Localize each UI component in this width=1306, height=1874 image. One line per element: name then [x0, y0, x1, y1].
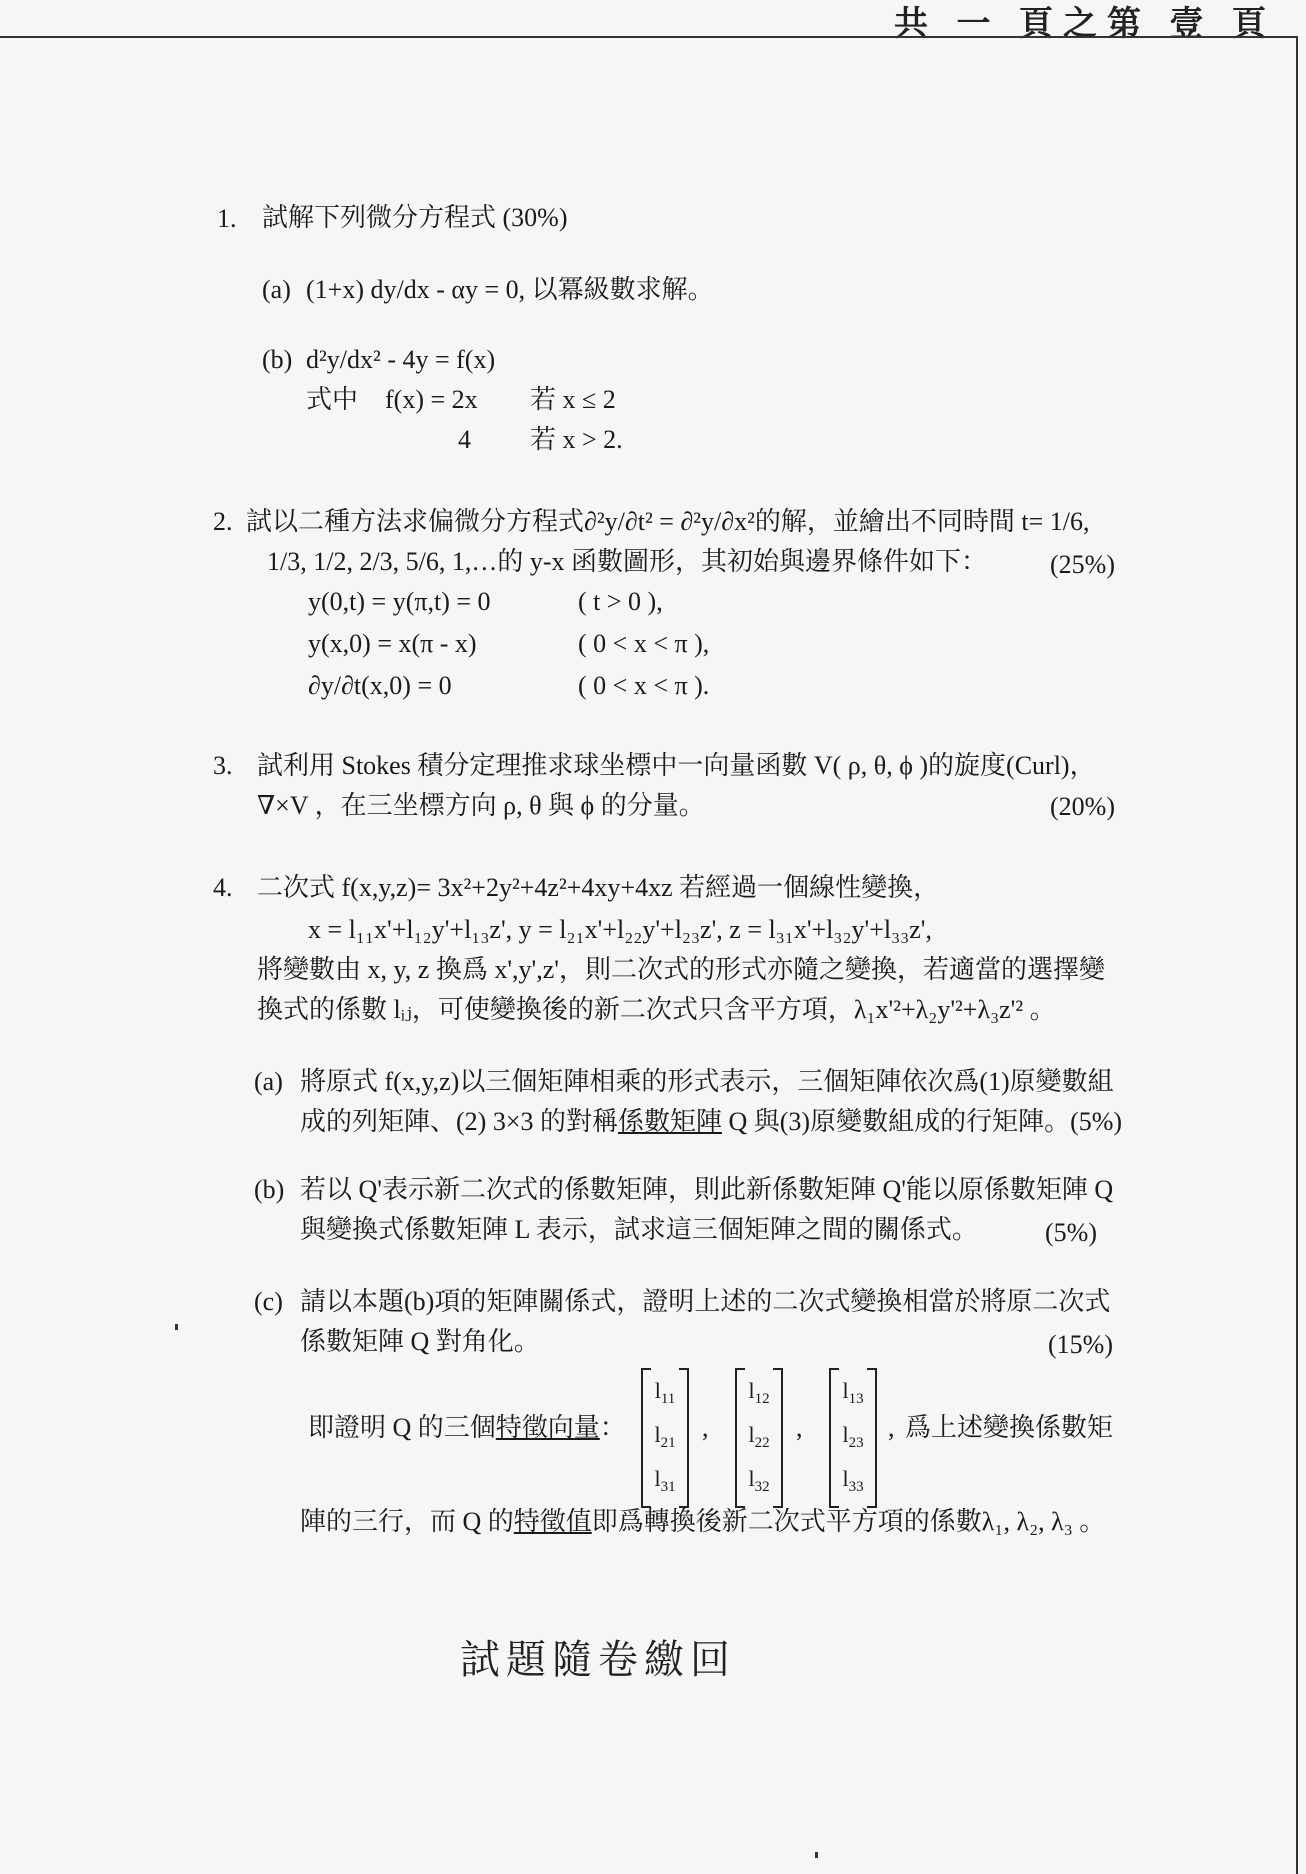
q2-line2: 1/3, 1/2, 2/3, 5/6, 1,…的 y-x 函數圖形，其初始與邊界條件如下： [267, 547, 988, 576]
q1b-f1: f(x) = 2x [385, 385, 478, 414]
q1b-equation: d²y/dx² - 4y = f(x) [306, 345, 496, 374]
matrix-entry: $l_{21}$ [654, 1422, 676, 1451]
page-header: 共 一 頁之第 壹 頁 [894, 6, 1276, 43]
q2-number: 2. [213, 507, 233, 536]
q2-percent: (25%) [1050, 550, 1115, 579]
q1b-f2: 4 [458, 425, 471, 454]
matrix-separator: , [888, 1413, 895, 1442]
q4-line1: 二次式 f(x,y,z)= 3x²+2y²+4z²+4xy+4xz 若經過一個線性變換， [257, 873, 940, 902]
q2-range-2: ( 0 < x < π ), [578, 629, 710, 658]
q4c-label: (c) [254, 1287, 283, 1316]
matrix-entry: $l_{11}$ [654, 1378, 676, 1407]
eigenvector-matrix-1 [641, 1368, 689, 1508]
eigenvector-matrix-3 [829, 1368, 877, 1508]
q1-number: 1. [217, 204, 237, 233]
scan-speck [175, 1324, 178, 1330]
matrix-entry: $l_{31}$ [654, 1466, 676, 1495]
q2-condition-3: ∂y/∂t(x,0) = 0 [308, 671, 452, 700]
q4-line4: 換式的係數 lᵢⱼ，可使變換後的新二次式只含平方項，λ₁x'²+λ₂y'²+λ₃z'² 。 [257, 995, 1056, 1024]
q4a-line1: 將原式 f(x,y,z)以三個矩陣相乘的形式表示，三個矩陣依次爲(1)原變數組 [300, 1067, 1114, 1096]
eigenvector-matrix-2 [735, 1368, 783, 1508]
q1a-label: (a) [262, 275, 291, 304]
matrix-entry: $l_{33}$ [842, 1466, 864, 1495]
q4-line3: 將變數由 x, y, z 換爲 x',y',z'，則二次式的形式亦隨之變換，若適當的選擇變 [257, 955, 1105, 984]
q2-condition-1: y(0,t) = y(π,t) = 0 [308, 587, 491, 616]
matrix-separator: , [702, 1413, 709, 1442]
q2-line1: 試以二種方法求偏微分方程式∂²y/∂t² = ∂²y/∂x²的解，並繪出不同時間 t= 1/6, [246, 507, 1090, 536]
q4c-line3-tail: 爲上述變換係數矩 [905, 1413, 1114, 1442]
q4a-line2: 成的列矩陣、(2) 3×3 的對稱係數矩陣 Q 與(3)原變數組成的行矩陣。(5%) [300, 1107, 1123, 1136]
q1-title: 試解下列微分方程式 (30%) [262, 203, 568, 232]
q3-line1: 試利用 Stokes 積分定理推求球坐標中一向量函數 V( ρ, θ, ϕ )的旋度(Curl)， [257, 751, 1096, 780]
q2-condition-2: y(x,0) = x(π - x) [308, 629, 477, 658]
q4-number: 4. [213, 873, 233, 902]
matrix-entry: $l_{22}$ [748, 1422, 770, 1451]
q3-number: 3. [213, 751, 233, 780]
matrix-separator: , [796, 1413, 803, 1442]
q3-percent: (20%) [1050, 792, 1115, 821]
q4c-line1: 請以本題(b)項的矩陣關係式，證明上述的二次式變換相當於將原二次式 [300, 1287, 1111, 1316]
matrix-entry: $l_{12}$ [748, 1378, 770, 1407]
q2-range-1: ( t > 0 ), [578, 587, 663, 616]
q1b-c2: 若 x > 2. [530, 425, 623, 454]
matrix-entry: $l_{32}$ [748, 1466, 770, 1495]
q1a-text: (1+x) dy/dx - αy = 0, 以冪級數求解。 [306, 275, 714, 304]
q4b-percent: (5%) [1045, 1218, 1097, 1247]
q4b-line1: 若以 Q'表示新二次式的係數矩陣，則此新係數矩陣 Q'能以原係數矩陣 Q [300, 1175, 1114, 1204]
matrix-entry: $l_{13}$ [842, 1378, 864, 1407]
q1b-c1: 若 x ≤ 2 [530, 385, 616, 414]
q1b-label: (b) [262, 345, 293, 374]
q4c-line4: 陣的三行，而 Q 的特徵值即爲轉換後新二次式平方項的係數λ₁, λ₂, λ₃ 。 [300, 1507, 1106, 1536]
q4c-line2: 係數矩陣 Q 對角化。 [300, 1327, 540, 1356]
matrix-entry: $l_{23}$ [842, 1422, 864, 1451]
scan-speck [815, 1852, 818, 1858]
q4b-label: (b) [254, 1175, 285, 1204]
q3-line2: ∇×V ，在三坐標方向 ρ, θ 與 ϕ 的分量。 [257, 791, 705, 820]
q4c-line3: 即證明 Q 的三個特徵向量： [308, 1413, 626, 1442]
return-exam-notice: 試題隨卷繳回 [460, 1637, 736, 1683]
q1b-where: 式中 [306, 385, 359, 414]
q4b-line2: 與變換式係數矩陣 L 表示，試求這三個矩陣之間的關係式。 [300, 1215, 978, 1244]
q4a-label: (a) [254, 1067, 283, 1096]
q2-range-3: ( 0 < x < π ). [578, 671, 710, 700]
q4-line2: x = l₁₁x'+l₁₂y'+l₁₃z', y = l₂₁x'+l₂₂y'+l₂₃z', z = l₃₁x'+l₃₂y'+l₃₃z', [308, 915, 932, 944]
q4c-percent: (15%) [1048, 1330, 1113, 1359]
